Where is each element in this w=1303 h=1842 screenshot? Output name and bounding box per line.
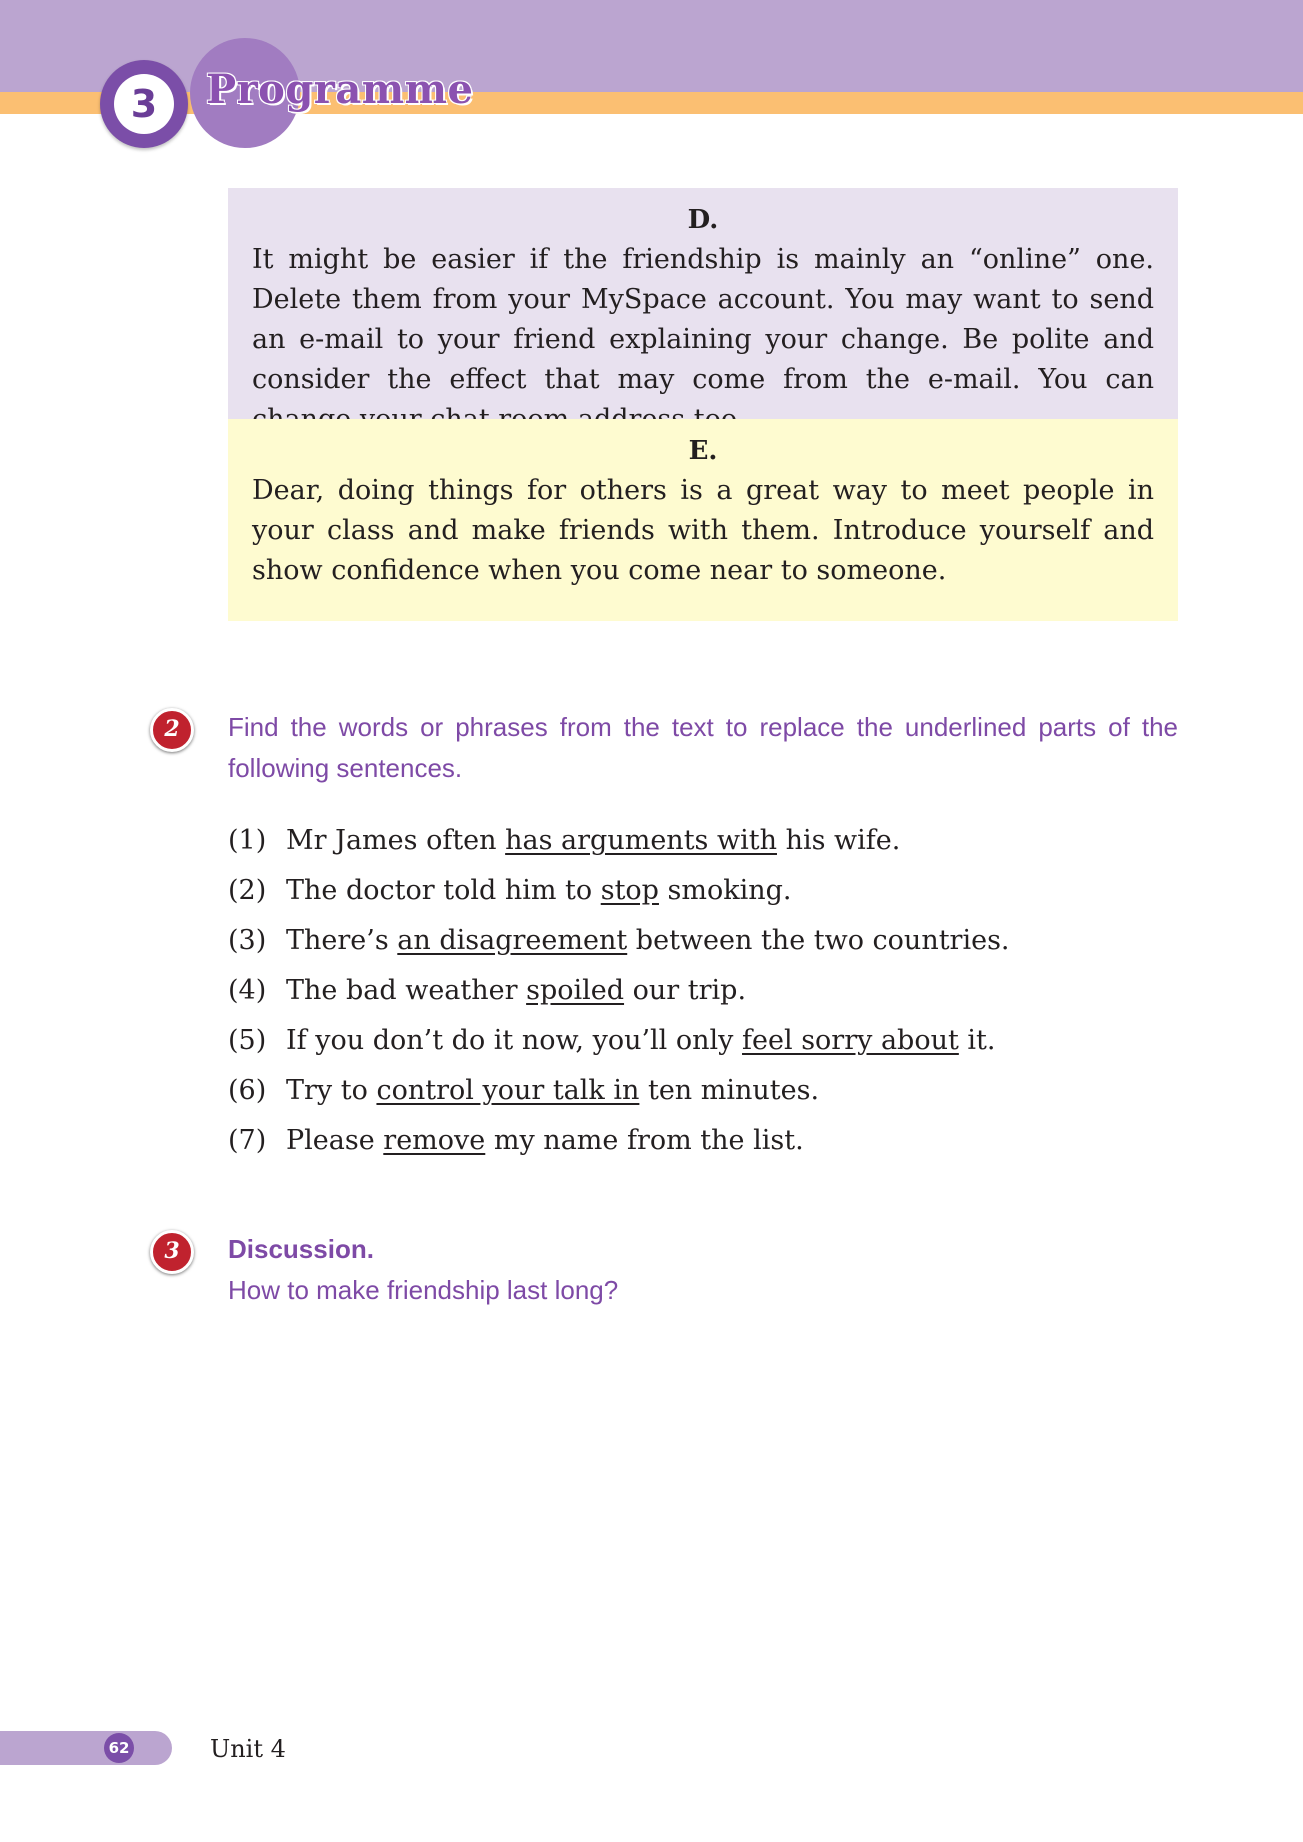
task-3-block xyxy=(228,1229,1178,1311)
sentence-text-before: Mr James often xyxy=(286,825,506,856)
sentence-item xyxy=(228,966,1178,1016)
sentence-text-after: between the two countries. xyxy=(627,925,1010,956)
sentence-item xyxy=(228,1016,1178,1066)
sentence-underlined-phrase: spoiled xyxy=(526,975,625,1006)
sentence-underlined-phrase: an disagreement xyxy=(397,925,628,956)
footer-unit-label: Unit 4 xyxy=(210,1735,286,1763)
box-d-label: D. xyxy=(687,205,719,235)
sentence-number: (5) xyxy=(228,1025,267,1056)
task-2-instruction: Find the words or phrases from the text to replace the underlined parts of the following sentences. xyxy=(228,712,1178,783)
sentence-text-after: smoking. xyxy=(658,875,792,906)
sentence-number: (7) xyxy=(228,1125,267,1156)
sentence-item xyxy=(228,816,1178,866)
sentence-text-after: it. xyxy=(958,1025,996,1056)
sentence-number: (1) xyxy=(228,825,267,856)
sentence-underlined-phrase: stop xyxy=(600,875,659,906)
sentence-number: (3) xyxy=(228,925,267,956)
discussion-question: How to make friendship last long? xyxy=(228,1275,619,1305)
page-number: 62 xyxy=(104,1733,134,1763)
discussion-heading: Discussion. xyxy=(228,1234,374,1264)
sentence-text-before: The doctor told him to xyxy=(286,875,601,906)
box-e-label: E. xyxy=(688,436,718,466)
sentence-number: (4) xyxy=(228,975,267,1006)
reading-box-e xyxy=(228,419,1178,621)
sentence-item xyxy=(228,1116,1178,1166)
sentence-underlined-phrase: control your talk in xyxy=(376,1075,640,1106)
sentence-text-before: Try to xyxy=(286,1075,377,1106)
sentence-item xyxy=(228,1066,1178,1116)
sentence-text-after: ten minutes. xyxy=(639,1075,820,1106)
sentence-list xyxy=(228,816,1178,1166)
reading-box-d xyxy=(228,188,1178,419)
sentence-underlined-phrase: feel sorry about xyxy=(742,1025,959,1056)
sentence-number: (2) xyxy=(228,875,267,906)
footer-page-band xyxy=(0,1731,172,1765)
sentence-item xyxy=(228,866,1178,916)
box-d-text: It might be easier if the friendship is mainly an “online” one. Delete them from your MySpace account. You may want to send an e-mail to your friend explaining your change. Be polite and consider the effect that may come from the e-mail. You can xyxy=(252,244,1154,395)
sentence-underlined-phrase: remove xyxy=(383,1125,486,1156)
unit-number-badge xyxy=(100,60,188,148)
unit-number: 3 xyxy=(114,74,174,134)
sentence-text-before: Please xyxy=(286,1125,384,1156)
sentence-text-before: If you don’t do it now, you’ll only xyxy=(286,1025,743,1056)
box-e-text: Dear, doing things for others is a great way to meet people in your class and make friends with them. Introduce yourself and show confidence when you come near to someone. xyxy=(252,475,1154,586)
section-title: Programme xyxy=(206,66,474,113)
sentence-text-before: There’s xyxy=(286,925,398,956)
sentence-item xyxy=(228,916,1178,966)
task-2-number-badge: 2 xyxy=(150,708,194,752)
sentence-text-after: my name from the list. xyxy=(485,1125,804,1156)
sentence-text-before: The bad weather xyxy=(286,975,527,1006)
task-3-number-badge: 3 xyxy=(150,1230,194,1274)
sentence-number: (6) xyxy=(228,1075,267,1106)
sentence-text-after: our trip. xyxy=(624,975,747,1006)
sentence-underlined-phrase: has arguments with xyxy=(505,825,777,856)
sentence-text-after: his wife. xyxy=(776,825,901,856)
